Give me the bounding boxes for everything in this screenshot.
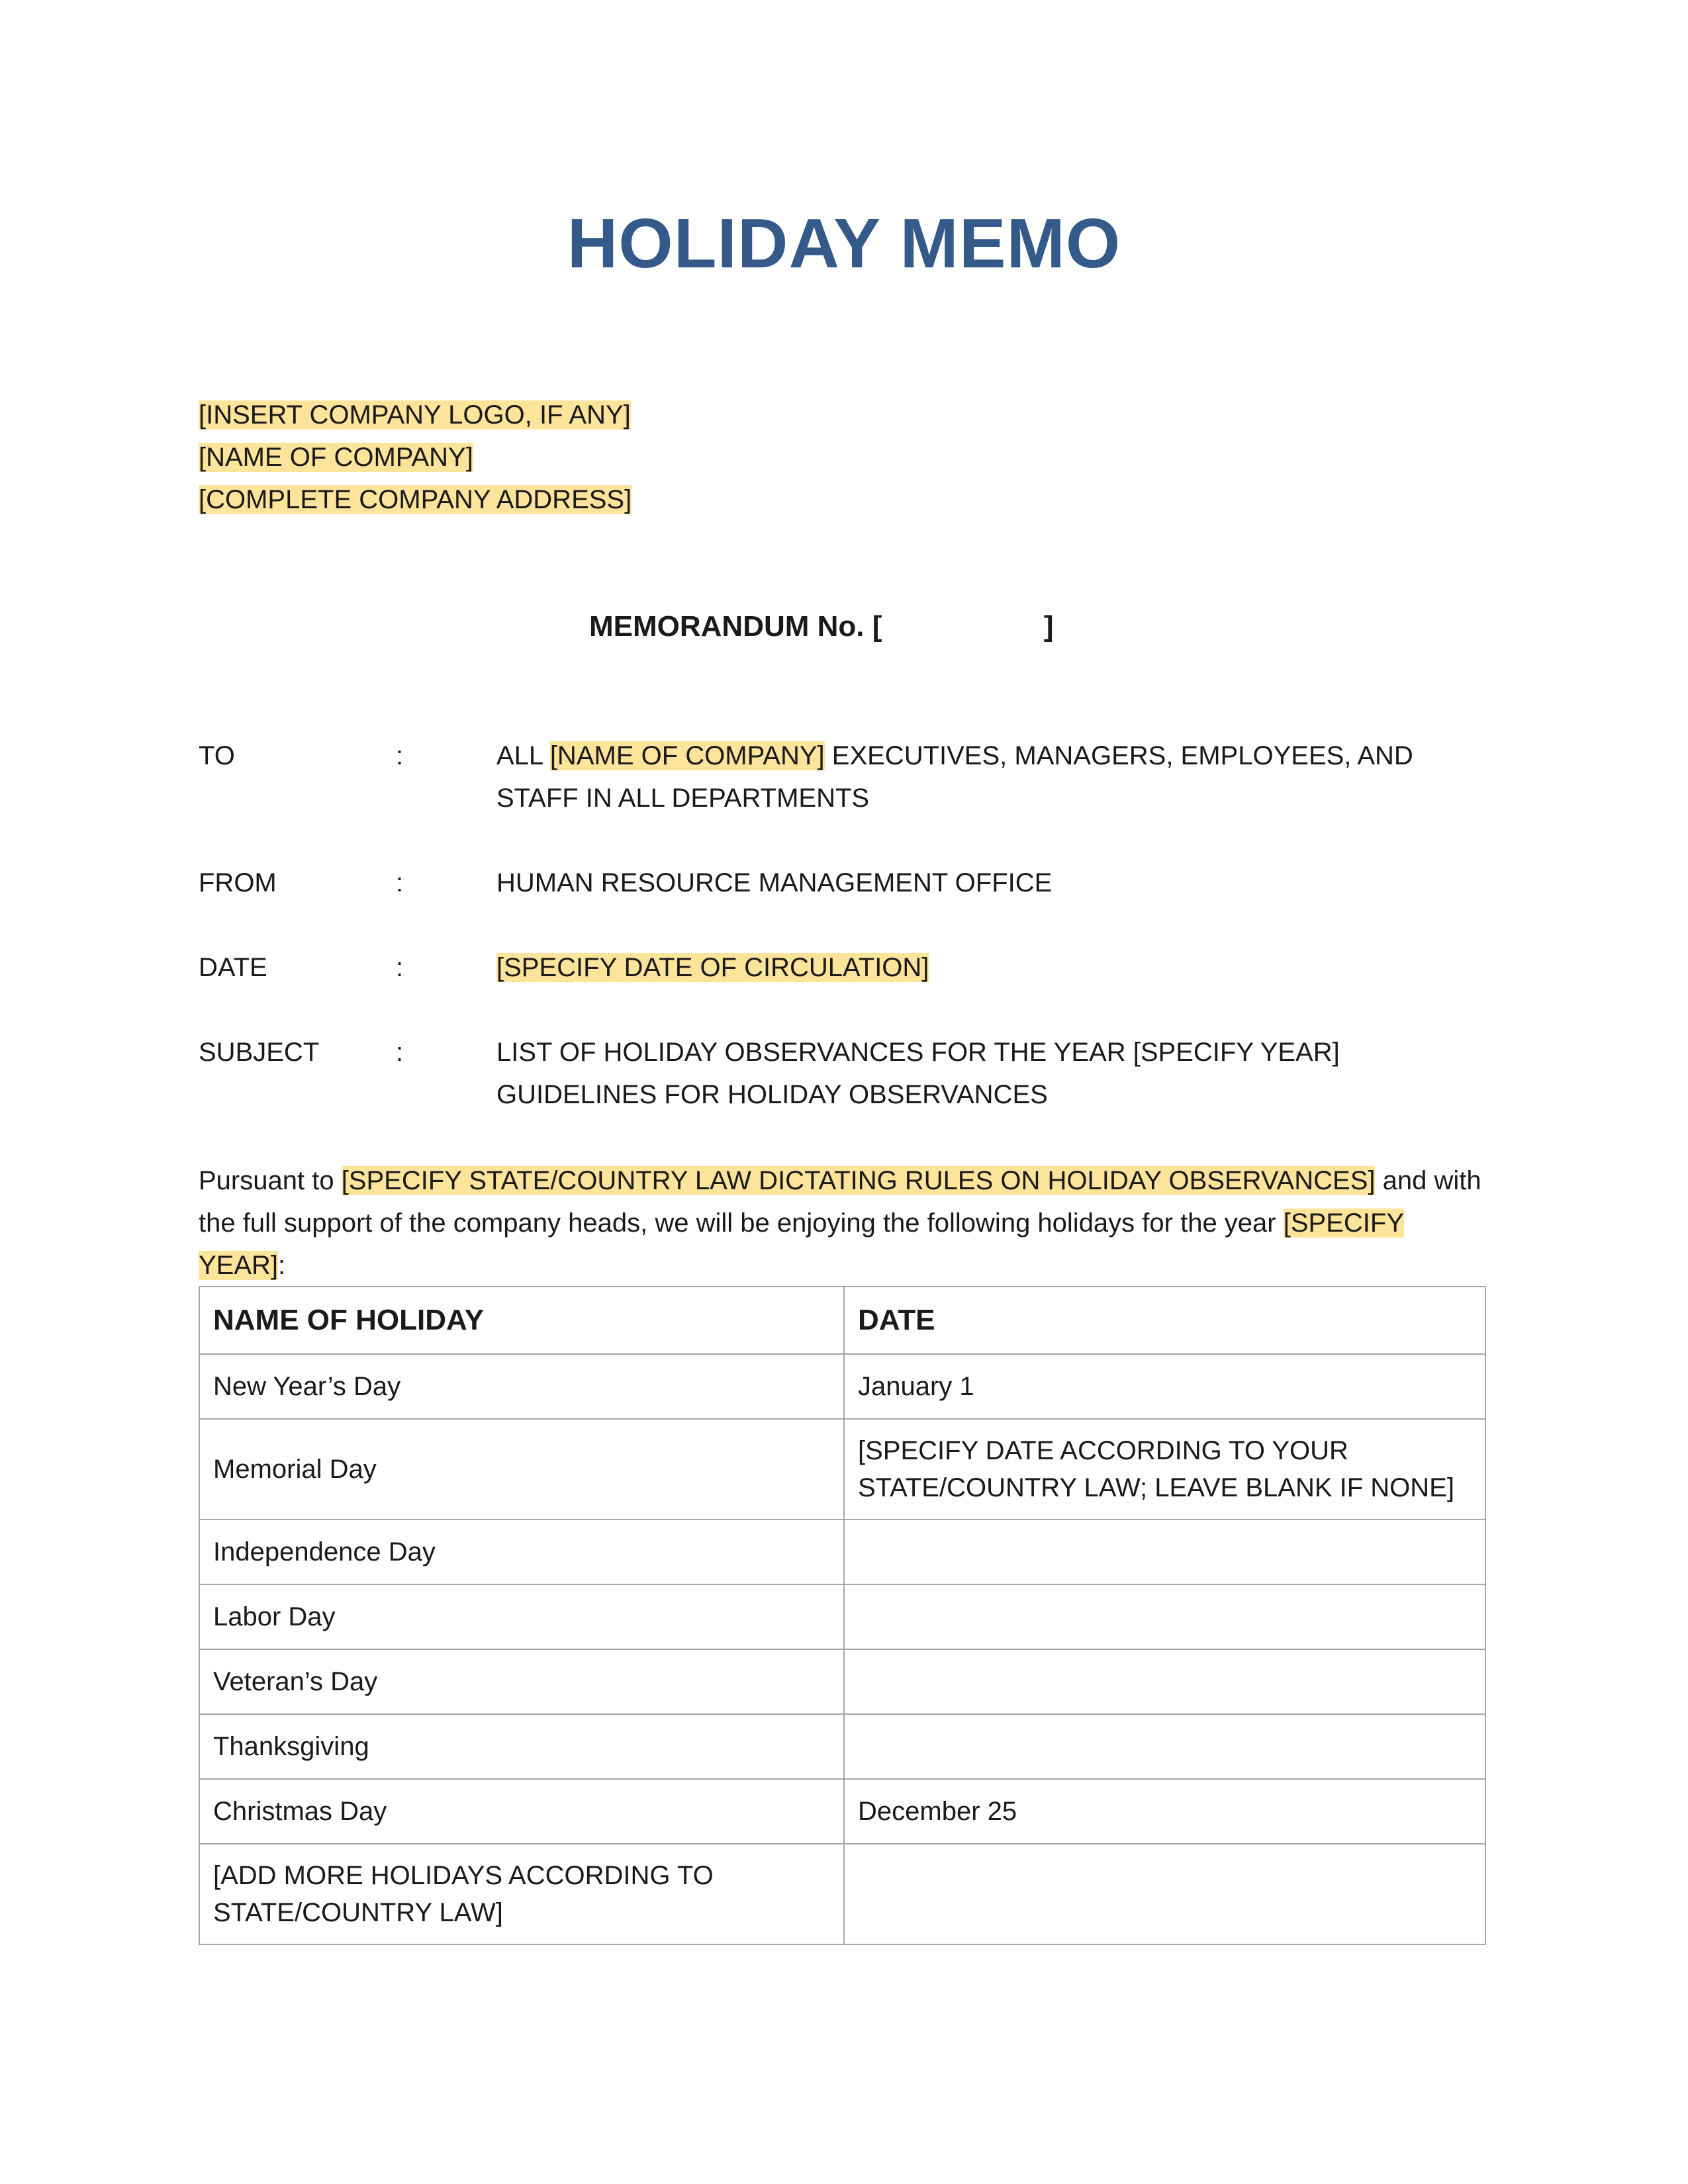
memo-number-blank	[882, 610, 1044, 643]
field-value-from: HUMAN RESOURCE MANAGEMENT OFFICE	[496, 868, 1053, 897]
memo-number-suffix: ]	[1043, 610, 1054, 643]
intro-year-placeholder: [SPECIFY YEAR]	[199, 1208, 1404, 1280]
table-header-holiday: NAME OF HOLIDAY	[199, 1287, 844, 1354]
intro-paragraph	[199, 1160, 1496, 1287]
intro-part-2: and with the full support of the company heads, we will be enjoying the following holidays for the year	[199, 1166, 1481, 1238]
field-value-subject	[496, 1031, 1589, 1116]
holiday-name-cell: New Year’s Day	[199, 1354, 844, 1419]
field-subject	[199, 1031, 1589, 1116]
document-title: HOLIDAY MEMO	[567, 205, 1121, 283]
to-suffix: EXECUTIVES, MANAGERS, EMPLOYEES, AND	[824, 741, 1413, 770]
holiday-date-cell: December 25	[844, 1779, 1485, 1844]
field-colon: :	[396, 953, 404, 982]
company-logo-placeholder: [INSERT COMPANY LOGO, IF ANY]	[199, 400, 631, 430]
date-placeholder: [SPECIFY DATE OF CIRCULATION]	[496, 953, 929, 982]
table-row	[199, 1779, 1485, 1844]
holiday-date-cell	[844, 1844, 1485, 1944]
table-row	[199, 1844, 1485, 1944]
holiday-date-cell	[844, 1649, 1485, 1714]
field-date	[199, 946, 1589, 1031]
field-to	[199, 735, 1589, 862]
holiday-name-cell: Independence Day	[199, 1520, 844, 1584]
intro-law-placeholder: [SPECIFY STATE/COUNTRY LAW DICTATING RULES ON HOLIDAY OBSERVANCES]	[341, 1166, 1376, 1195]
field-colon: :	[396, 868, 404, 897]
holiday-name-cell: Memorial Day	[199, 1419, 844, 1520]
table-row	[199, 1419, 1485, 1520]
intro-part-3: :	[278, 1251, 286, 1280]
subject-line-1: LIST OF HOLIDAY OBSERVANCES FOR THE YEAR [SPECIFY YEAR]	[496, 1038, 1340, 1067]
to-line-2: STAFF IN ALL DEPARTMENTS	[496, 784, 870, 813]
holiday-name-cell: Christmas Day	[199, 1779, 844, 1844]
holiday-date-cell	[844, 1584, 1485, 1649]
company-block	[199, 394, 632, 521]
holiday-date-cell: [SPECIFY DATE ACCORDING TO YOUR STATE/COUNTRY LAW; LEAVE BLANK IF NONE]	[844, 1419, 1485, 1520]
field-label-from: FROM	[199, 868, 277, 897]
field-label-to: TO	[199, 741, 235, 770]
table-row	[199, 1649, 1485, 1714]
table-row	[199, 1584, 1485, 1649]
field-value-date	[496, 946, 1589, 989]
holiday-name-cell: [ADD MORE HOLIDAYS ACCORDING TO STATE/COUNTRY LAW]	[199, 1844, 844, 1944]
holiday-date-cell	[844, 1714, 1485, 1779]
company-address-placeholder: [COMPLETE COMPANY ADDRESS]	[199, 485, 632, 514]
holiday-table	[199, 1286, 1486, 1945]
field-colon: :	[396, 741, 404, 770]
holiday-name-cell: Labor Day	[199, 1584, 844, 1649]
field-from	[199, 862, 1589, 946]
holiday-date-cell: January 1	[844, 1354, 1485, 1419]
field-colon: :	[396, 1038, 404, 1067]
memorandum-number	[589, 606, 1054, 648]
holiday-name-cell: Thanksgiving	[199, 1714, 844, 1779]
memo-number-prefix: MEMORANDUM No. [	[589, 610, 882, 643]
holiday-date-cell	[844, 1520, 1485, 1584]
field-label-subject: SUBJECT	[199, 1038, 320, 1067]
to-prefix: ALL	[496, 741, 550, 770]
intro-part-1: Pursuant to	[199, 1166, 342, 1195]
to-company-placeholder: [NAME OF COMPANY]	[549, 741, 825, 770]
table-row	[199, 1714, 1485, 1779]
subject-line-2: GUIDELINES FOR HOLIDAY OBSERVANCES	[496, 1080, 1048, 1109]
company-name-placeholder: [NAME OF COMPANY]	[199, 443, 473, 472]
memo-header-fields	[199, 735, 1589, 1116]
table-header-date: DATE	[844, 1287, 1485, 1354]
holiday-name-cell: Veteran’s Day	[199, 1649, 844, 1714]
field-label-date: DATE	[199, 953, 267, 982]
table-header-row	[199, 1287, 1485, 1354]
table-row	[199, 1354, 1485, 1419]
table-row	[199, 1520, 1485, 1584]
field-value-to	[496, 735, 1589, 819]
